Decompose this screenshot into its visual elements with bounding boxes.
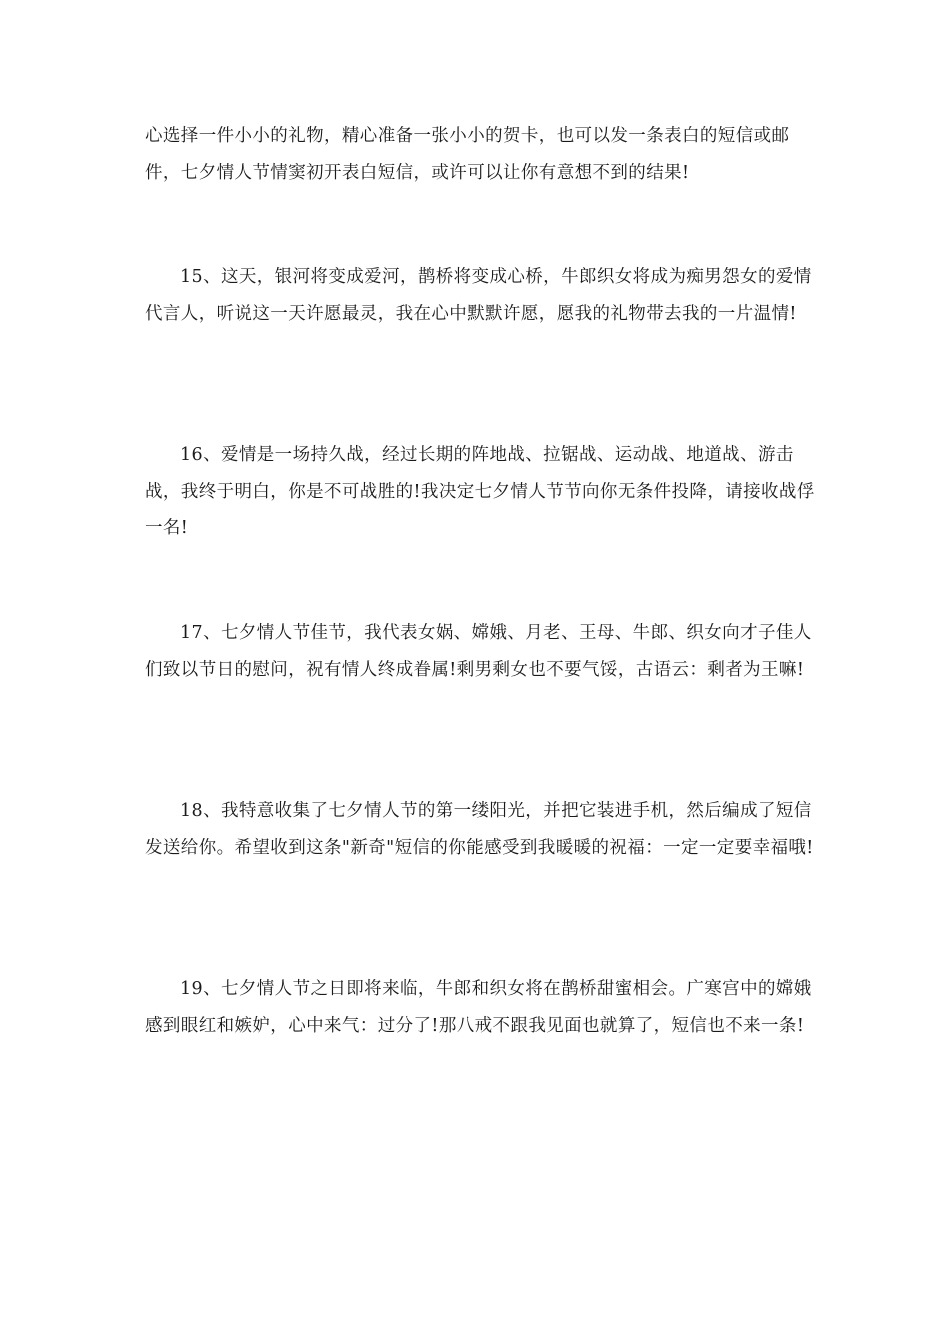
paragraph-16: 16、爱情是一场持久战，经过长期的阵地战、拉锯战、运动战、地道战、游击战，我终于明白，你是不可战胜的!我决定七夕情人节节向你无条件投降，请接收战俘一名! <box>145 445 815 538</box>
paragraph-15: 15、这天，银河将变成爱河，鹊桥将变成心桥，牛郎织女将成为痴男怨女的爱情代言人，听说这一天许愿最灵，我在心中默默许愿，愿我的礼物带去我的一片温情! <box>145 267 812 324</box>
paragraph-18: 18、我特意收集了七夕情人节的第一缕阳光，并把它装进手机，然后编成了短信发送给你。希望收到这条"新奇"短信的你能感受到我暖暖的祝福：一定一定要幸福哦! <box>145 801 814 858</box>
paragraph-19: 19、七夕情人节之日即将来临，牛郎和织女将在鹊桥甜蜜相会。广寒宫中的嫦娥感到眼红和嫉妒，心中来气：过分了!那八戒不跟我见面也就算了，短信也不来一条! <box>145 979 812 1036</box>
paragraph-continued: 心选择一件小小的礼物，精心准备一张小小的贺卡，也可以发一条表白的短信或邮件，七夕情人节情窦初开表白短信，或许可以让你有意想不到的结果! <box>145 126 790 183</box>
paragraph-17: 17、七夕情人节佳节，我代表女娲、嫦娥、月老、王母、牛郎、织女向才子佳人们致以节日的慰问，祝有情人终成眷属!剩男剩女也不要气馁，古语云：剩者为王嘛! <box>145 623 812 680</box>
